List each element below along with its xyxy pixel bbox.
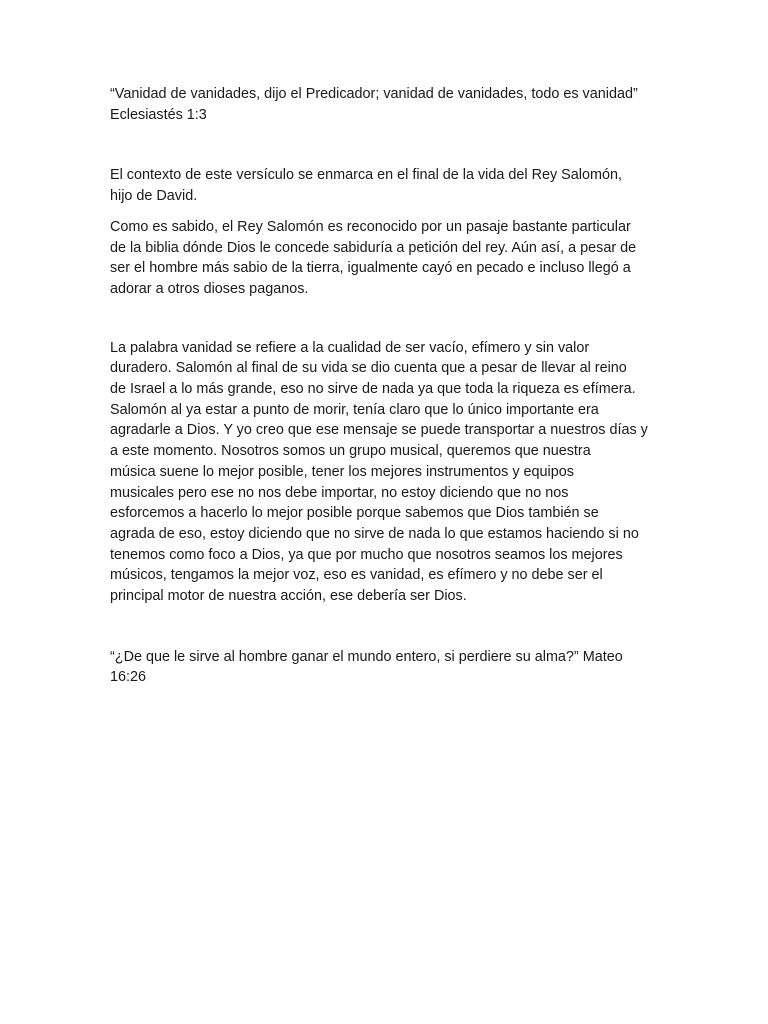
document-page [110,84,670,688]
vanidad-paragraph: La palabra vanidad se refiere a la cualidad de ser vacío, efímero y sin valor duradero. Salomón al final de su vida se dio cuenta que a pesar de llevar al reino de Israel a lo más grande, eso no sirve de nada ya que toda la riqueza es efímera. Salomón al ya estar a punto de morir, tenía claro que lo único importante era agradarle a Dios. Y yo creo que ese mensaje se puede transportar a nuestros días y a este momento. Nosotros somos un grupo musical, queremos que nuestra música suene lo mejor posible, tener los mejores instrumentos y equipos musicales pero ese no nos debe importar, no estoy diciendo que no nos esforcemos a hacerlo lo mejor posible porque sabemos que Dios también se agrada de eso, estoy diciendo que no sirve de nada lo que estamos haciendo si no tenemos como foco a Dios, ya que por mucho que nosotros seamos los mejores músicos, tengamos la mejor voz, eso es vanidad, es efímero y no debe ser el principal motor de nuestra acción, ese debería ser Dios. [110,339,648,605]
context-paragraph: El contexto de este versículo se enmarca en el final de la vida del Rey Salomón, hijo de David. [110,167,622,205]
salomon-paragraph: Como es sabido, el Rey Salomón es reconocido por un pasaje bastante particular de la biblia dónde Dios le concede sabiduría a petición del rey. Aún así, a pesar de ser el hombre más sabio de la tierra, igualmente cayó en pecado e incluso llegó a adorar a otros dioses paganos. [110,218,637,297]
opening-quote-paragraph: “Vanidad de vanidades, dijo el Predicador; vanidad de vanidades, todo es vanidad” Eclesiastés 1:3 [110,86,638,123]
closing-quote-paragraph: “¿De que le sirve al hombre ganar el mundo entero, si perdiere su alma?” Mateo 16:26 [110,648,623,686]
